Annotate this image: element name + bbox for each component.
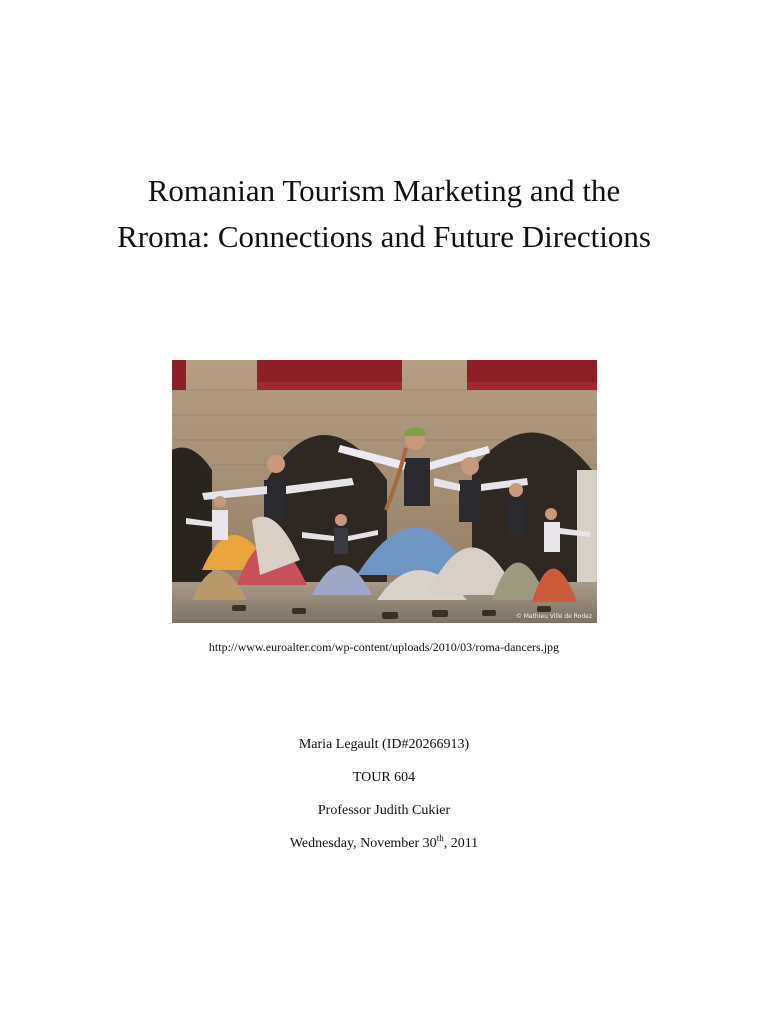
author-name: Maria Legault (ID#20266913) <box>298 737 470 752</box>
image-source-caption: http://www.euroalter.com/wp-content/uploads/2010/03/roma-dancers.jpg <box>208 640 560 654</box>
roma-dancers-photo <box>172 360 597 623</box>
author-block <box>0 736 768 868</box>
date-year: , 2011 <box>443 836 479 851</box>
date-prefix: Wednesday, November 30 <box>289 836 437 851</box>
photo-watermark: © Mathieu Ville de Rodez <box>515 613 592 620</box>
title-line-2: Rroma: Connections and Future Directions <box>117 219 651 254</box>
date-ordinal-suffix: th <box>436 833 444 843</box>
professor-name: Professor Judith Cukier <box>317 803 451 818</box>
title-line-1: Romanian Tourism Marketing and the <box>147 173 621 208</box>
submission-date <box>0 835 768 868</box>
course-code: TOUR 604 <box>352 770 416 785</box>
document-title <box>0 168 768 260</box>
